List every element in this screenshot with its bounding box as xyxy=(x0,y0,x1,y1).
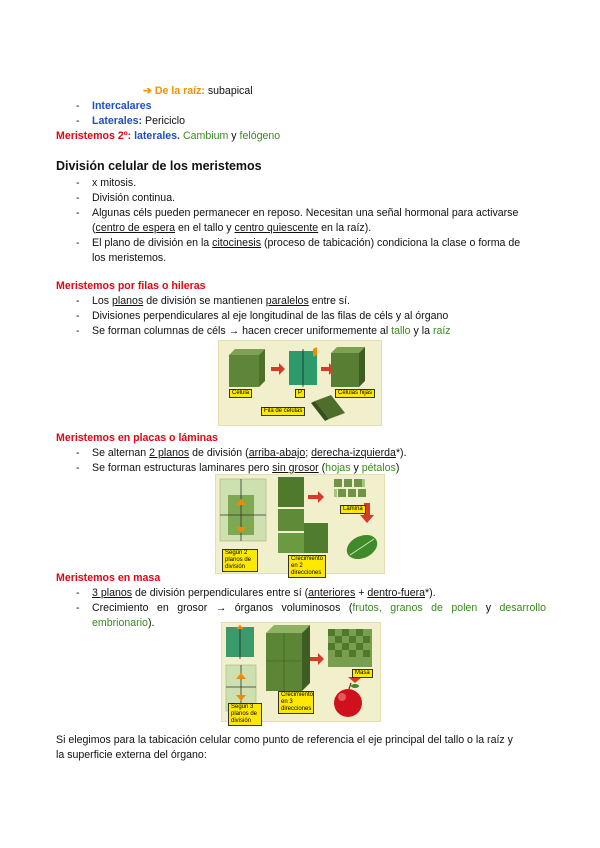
bullet-dash: - xyxy=(76,192,80,204)
masa-title: Meristemos en masa xyxy=(56,572,161,584)
laterales-value: Periciclo xyxy=(145,115,186,127)
bullet-dash: - xyxy=(76,310,80,322)
footer-line-1: Si elegimos para la tabicación celular como punto de referencia el eje principal del tallo o la raíz y xyxy=(56,734,513,746)
placas-title: Meristemos en placas o láminas xyxy=(56,432,218,444)
division-item-4-line-b: los meristemos. xyxy=(92,252,167,264)
label-lamina: Lámina xyxy=(340,505,366,514)
footer-paragraph xyxy=(56,733,546,763)
bullet-dash: - xyxy=(76,237,80,249)
division-item-3 xyxy=(92,206,546,236)
intercalares-item: Intercalares xyxy=(92,100,152,112)
label-p: P xyxy=(295,389,305,398)
m2-label: Meristemos 2º: xyxy=(56,130,132,142)
division-title: División celular de los meristemos xyxy=(56,159,262,173)
meristemos-2-line xyxy=(56,129,280,144)
label-2-direcciones: Crecimiento en 2 direcciones xyxy=(288,555,326,578)
bullet-dash: - xyxy=(76,602,80,614)
bullet-dash: - xyxy=(76,100,80,112)
raiz-line xyxy=(143,84,253,99)
bullet-dash: - xyxy=(76,115,80,127)
masa-item-2-line-a: Crecimiento en grosor → órganos voluminosos (frutos, granos de polen y desarrollo xyxy=(92,602,546,614)
filas-title: Meristemos por filas o hileras xyxy=(56,280,206,292)
label-celula: Célula xyxy=(229,389,252,398)
filas-item-1: Los planos de división se mantienen paralelos entre sí. xyxy=(92,295,350,307)
label-masa: Masa xyxy=(352,669,373,678)
bullet-dash: - xyxy=(76,462,80,474)
footer-line-2: la superficie externa del órgano: xyxy=(56,749,207,761)
bullet-dash: - xyxy=(76,325,80,337)
bullet-dash: - xyxy=(76,177,80,189)
m2-y: y xyxy=(231,130,237,142)
division-item-4-line-a: El plano de división en la citocinesis (proceso de tabicación) condiciona la clase o forma de xyxy=(92,237,521,249)
bullet-dash: - xyxy=(76,587,80,599)
label-3-planos: Según 3 planos de división xyxy=(228,703,262,726)
bullet-dash: - xyxy=(76,207,80,219)
figure-filas xyxy=(218,340,382,426)
filas-item-3: Se forman columnas de céls → hacen crecer uniformemente al tallo y la raíz xyxy=(92,325,451,337)
arrow-icon: ➔ xyxy=(143,85,152,97)
raiz-value: subapical xyxy=(207,85,253,97)
division-item-4 xyxy=(92,236,546,266)
bullet-dash: - xyxy=(76,447,80,459)
division-item-3-line-b: (centro de espera en el tallo y centro quiescente en la raíz). xyxy=(92,222,372,234)
laterales-label: Laterales: xyxy=(92,115,143,127)
label-3-direcciones: Crecimiento en 3 direcciones xyxy=(278,691,314,714)
label-fila-celulas: Fila de células xyxy=(261,407,305,416)
masa-item-1: 3 planos de división perpendiculares entre sí (anteriores + dentro-fuera*). xyxy=(92,587,436,599)
laterales-item xyxy=(92,114,546,129)
bullet-dash: - xyxy=(76,295,80,307)
placas-item-2: Se forman estructuras laminares pero sin grosor (hojas y pétalos) xyxy=(92,462,400,474)
masa-item-2-line-b: embrionario). xyxy=(92,617,155,629)
m2-felogeno: felógeno xyxy=(239,130,281,142)
division-item-3-line-a: Algunas céls pueden permanecer en reposo. Necesitan una señal hormonal para activarse xyxy=(92,207,519,219)
figure-masa xyxy=(221,622,381,722)
figure-placas xyxy=(215,474,385,574)
placas-item-1: Se alternan 2 planos de división (arriba-abajo; derecha-izquierda*). xyxy=(92,447,407,459)
m2-laterales: laterales. xyxy=(134,130,181,142)
raiz-label: De la raíz: xyxy=(154,85,205,97)
division-item-2: División continua. xyxy=(92,192,176,204)
label-2-planos: Según 2 planos de división xyxy=(222,549,258,572)
division-item-1: x mitosis. xyxy=(92,177,137,189)
m2-cambium: Cambium xyxy=(182,130,229,142)
label-celulas-hijas: Células hijas xyxy=(335,389,375,398)
filas-item-2: Divisiones perpendiculares al eje longitudinal de las filas de céls y al órgano xyxy=(92,310,449,322)
